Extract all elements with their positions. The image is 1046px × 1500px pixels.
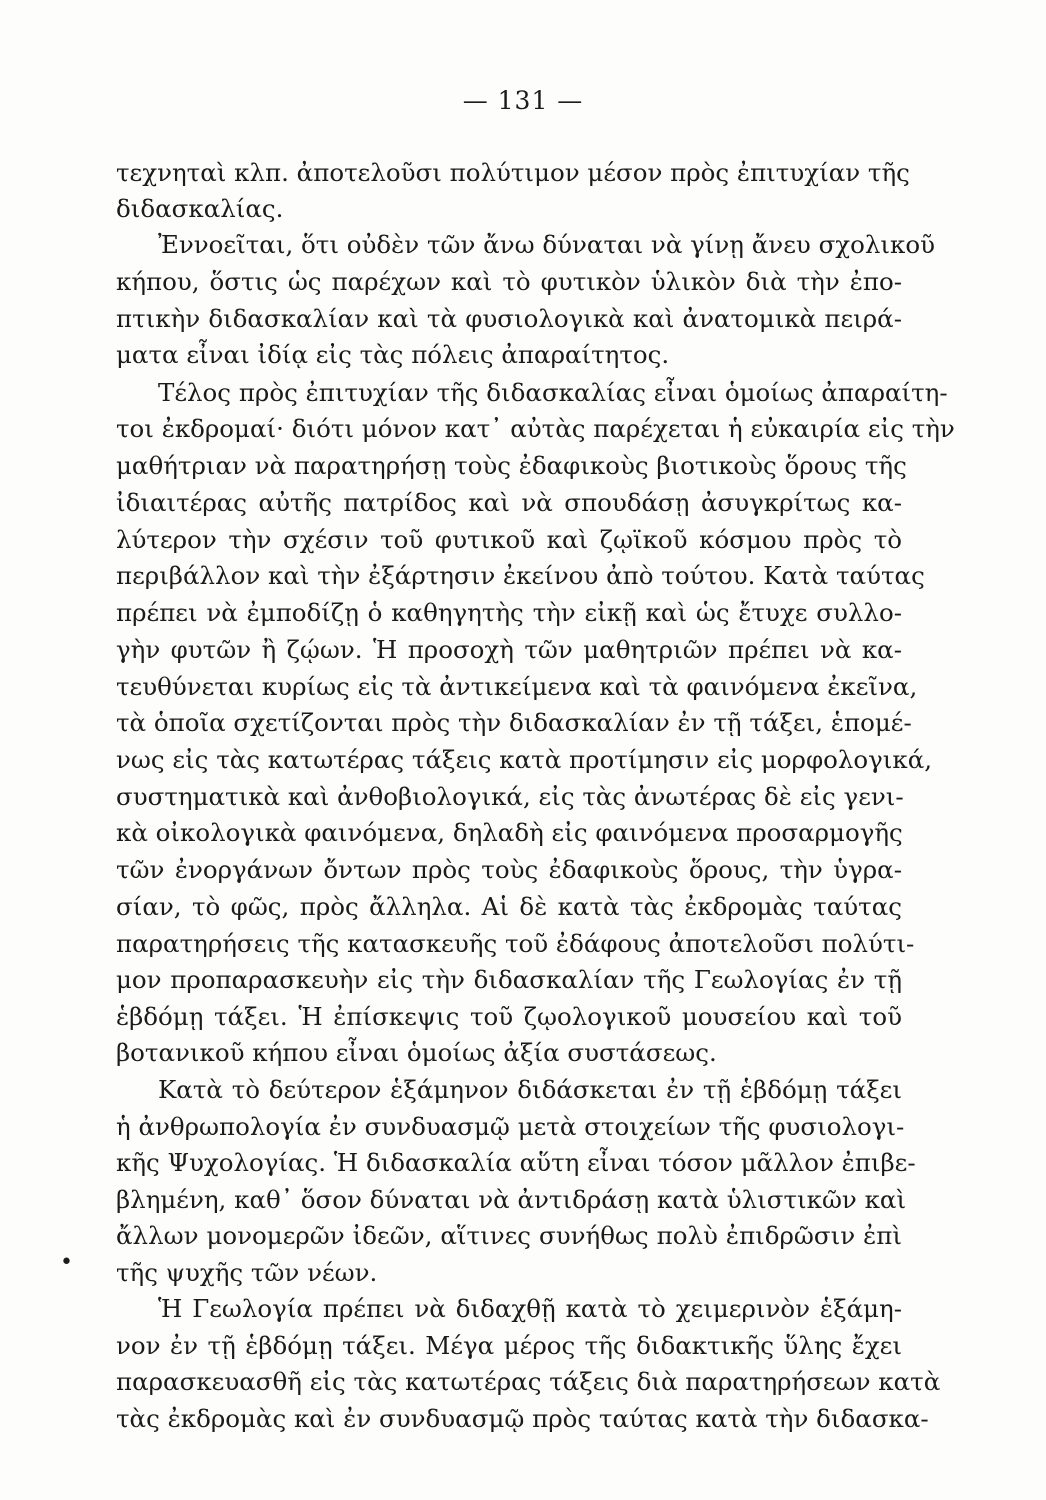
text-line-29: βλημένη, καθ᾽ ὅσον δύναται νὰ ἀντιδράσῃ κατὰ ὑλιστικῶν καὶ xyxy=(116,1185,907,1214)
text-line-28: κῆς Ψυχολογίας. Ἡ διδασκαλία αὕτη εἶναι τόσον μᾶλλον ἐπιβε- xyxy=(116,1148,916,1177)
text-line-19: κὰ οἰκολογικὰ φαινόμενα, δηλαδὴ εἰς φαινόμενα προσαρμογῆς xyxy=(116,818,903,847)
text-line-5: πτικὴν διδασκαλίαν καὶ τὰ φυσιολογικὰ καὶ ἀνατομικὰ πειρά- xyxy=(116,304,902,333)
text-line-1: τεχνηταὶ κλπ. ἀποτελοῦσι πολύτιμον μέσον πρὸς ἐπιτυχίαν τῆς xyxy=(116,158,910,187)
text-line-22: παρατηρήσεις τῆς κατασκευῆς τοῦ ἐδάφους ἀποτελοῦσι πολύτι- xyxy=(116,929,915,958)
text-line-21: σίαν, τὸ φῶς, πρὸς ἄλληλα. Αἱ δὲ κατὰ τὰς ἐκδρομὰς ταύτας xyxy=(116,892,902,921)
text-line-4: κήπου, ὅστις ὡς παρέχων καὶ τὸ φυτικὸν ὑλικὸν διὰ τὴν ἐπο- xyxy=(116,267,902,296)
text-line-17: νως εἰς τὰς κατωτέρας τάξεις κατὰ προτίμησιν εἰς μορφολογικά, xyxy=(116,745,933,774)
text-line-9: μαθήτριαν νὰ παρατηρήσῃ τοὺς ἐδαφικοὺς βιοτικοὺς ὅρους τῆς xyxy=(116,451,907,480)
text-line-11: λύτερον τὴν σχέσιν τοῦ φυτικοῦ καὶ ζῳϊκοῦ κόσμου πρὸς τὸ xyxy=(116,525,902,554)
text-line-15: τευθύνεται κυρίως εἰς τὰ ἀντικείμενα καὶ τὰ φαινόμενα ἐκεῖνα, xyxy=(116,672,918,701)
text-line-14: γὴν φυτῶν ἢ ζῴων. Ἡ προσοχὴ τῶν μαθητριῶν πρέπει νὰ κα- xyxy=(116,635,902,664)
text-line-32: Ἡ Γεωλογία πρέπει νὰ διδαχθῇ κατὰ τὸ χειμερινὸν ἑξάμη- xyxy=(158,1294,902,1323)
margin-bullet-mark: • xyxy=(60,1250,73,1275)
text-line-3: Ἐννοεῖται, ὅτι οὐδὲν τῶν ἄνω δύναται νὰ γίνῃ ἄνευ σχολικοῦ xyxy=(158,230,935,259)
text-line-34: παρασκευασθῆ εἰς τὰς κατωτέρας τάξεις διὰ παρατηρήσεων κατὰ xyxy=(116,1367,941,1396)
page-number: — 131 — xyxy=(462,86,584,115)
text-line-25: βοτανικοῦ κήπου εἶναι ὁμοίως ἀξία συστάσεως. xyxy=(116,1038,717,1067)
text-line-10: ἰδιαιτέρας αὐτῆς πατρίδος καὶ νὰ σπουδάσῃ ἀσυγκρίτως κα- xyxy=(116,488,902,517)
text-line-33: νον ἐν τῇ ἑβδόμῃ τάξει. Μέγα μέρος τῆς διδακτικῆς ὕλης ἔχει xyxy=(116,1331,902,1360)
text-line-7: Τέλος πρὸς ἐπιτυχίαν τῆς διδασκαλίας εἶναι ὁμοίως ἀπαραίτη- xyxy=(158,378,948,407)
text-line-12: περιβάλλον καὶ τὴν ἐξάρτησιν ἐκείνου ἀπὸ τούτου. Κατὰ ταύτας xyxy=(116,561,925,590)
text-line-6: ματα εἶναι ἰδίᾳ εἰς τὰς πόλεις ἀπαραίτητος. xyxy=(116,340,670,369)
text-line-24: ἑβδόμῃ τάξει. Ἡ ἐπίσκεψις τοῦ ζῳολογικοῦ μουσείου καὶ τοῦ xyxy=(116,1002,902,1031)
text-line-8: τοι ἐκδρομαί· διότι μόνον κατ᾽ αὐτὰς παρέχεται ἡ εὐκαιρία εἰς τὴν xyxy=(116,414,955,443)
text-line-35: τὰς ἐκδρομὰς καὶ ἐν συνδυασμῷ πρὸς ταύτας κατὰ τὴν διδασκα- xyxy=(116,1404,929,1433)
text-line-27: ἡ ἀνθρωπολογία ἐν συνδυασμῷ μετὰ στοιχείων τῆς φυσιολογι- xyxy=(116,1112,905,1141)
text-line-13: πρέπει νὰ ἐμποδίζῃ ὁ καθηγητὴς τὴν εἰκῇ καὶ ὡς ἔτυχε συλλο- xyxy=(116,598,902,627)
text-line-23: μον προπαρασκευὴν εἰς τὴν διδασκαλίαν τῆς Γεωλογίας ἐν τῇ xyxy=(116,965,902,994)
text-line-16: τὰ ὁποῖα σχετίζονται πρὸς τὴν διδασκαλίαν ἐν τῇ τάξει, ἑπομέ- xyxy=(116,708,912,737)
text-line-26: Κατὰ τὸ δεύτερον ἑξάμηνον διδάσκεται ἐν τῇ ἑβδόμῃ τάξει xyxy=(158,1075,902,1104)
text-line-18: συστηματικὰ καὶ ἀνθοβιολογικά, εἰς τὰς ἀνωτέρας δὲ εἰς γενι- xyxy=(116,782,904,811)
text-line-31: τῆς ψυχῆς τῶν νέων. xyxy=(116,1258,378,1287)
text-line-30: ἄλλων μονομερῶν ἰδεῶν, αἵτινες συνήθως πολὺ ἐπιδρῶσιν ἐπὶ xyxy=(116,1221,902,1250)
text-line-2: διδασκαλίας. xyxy=(116,194,284,223)
text-line-20: τῶν ἐνοργάνων ὄντων πρὸς τοὺς ἐδαφικοὺς ὅρους, τὴν ὑγρα- xyxy=(116,855,902,884)
